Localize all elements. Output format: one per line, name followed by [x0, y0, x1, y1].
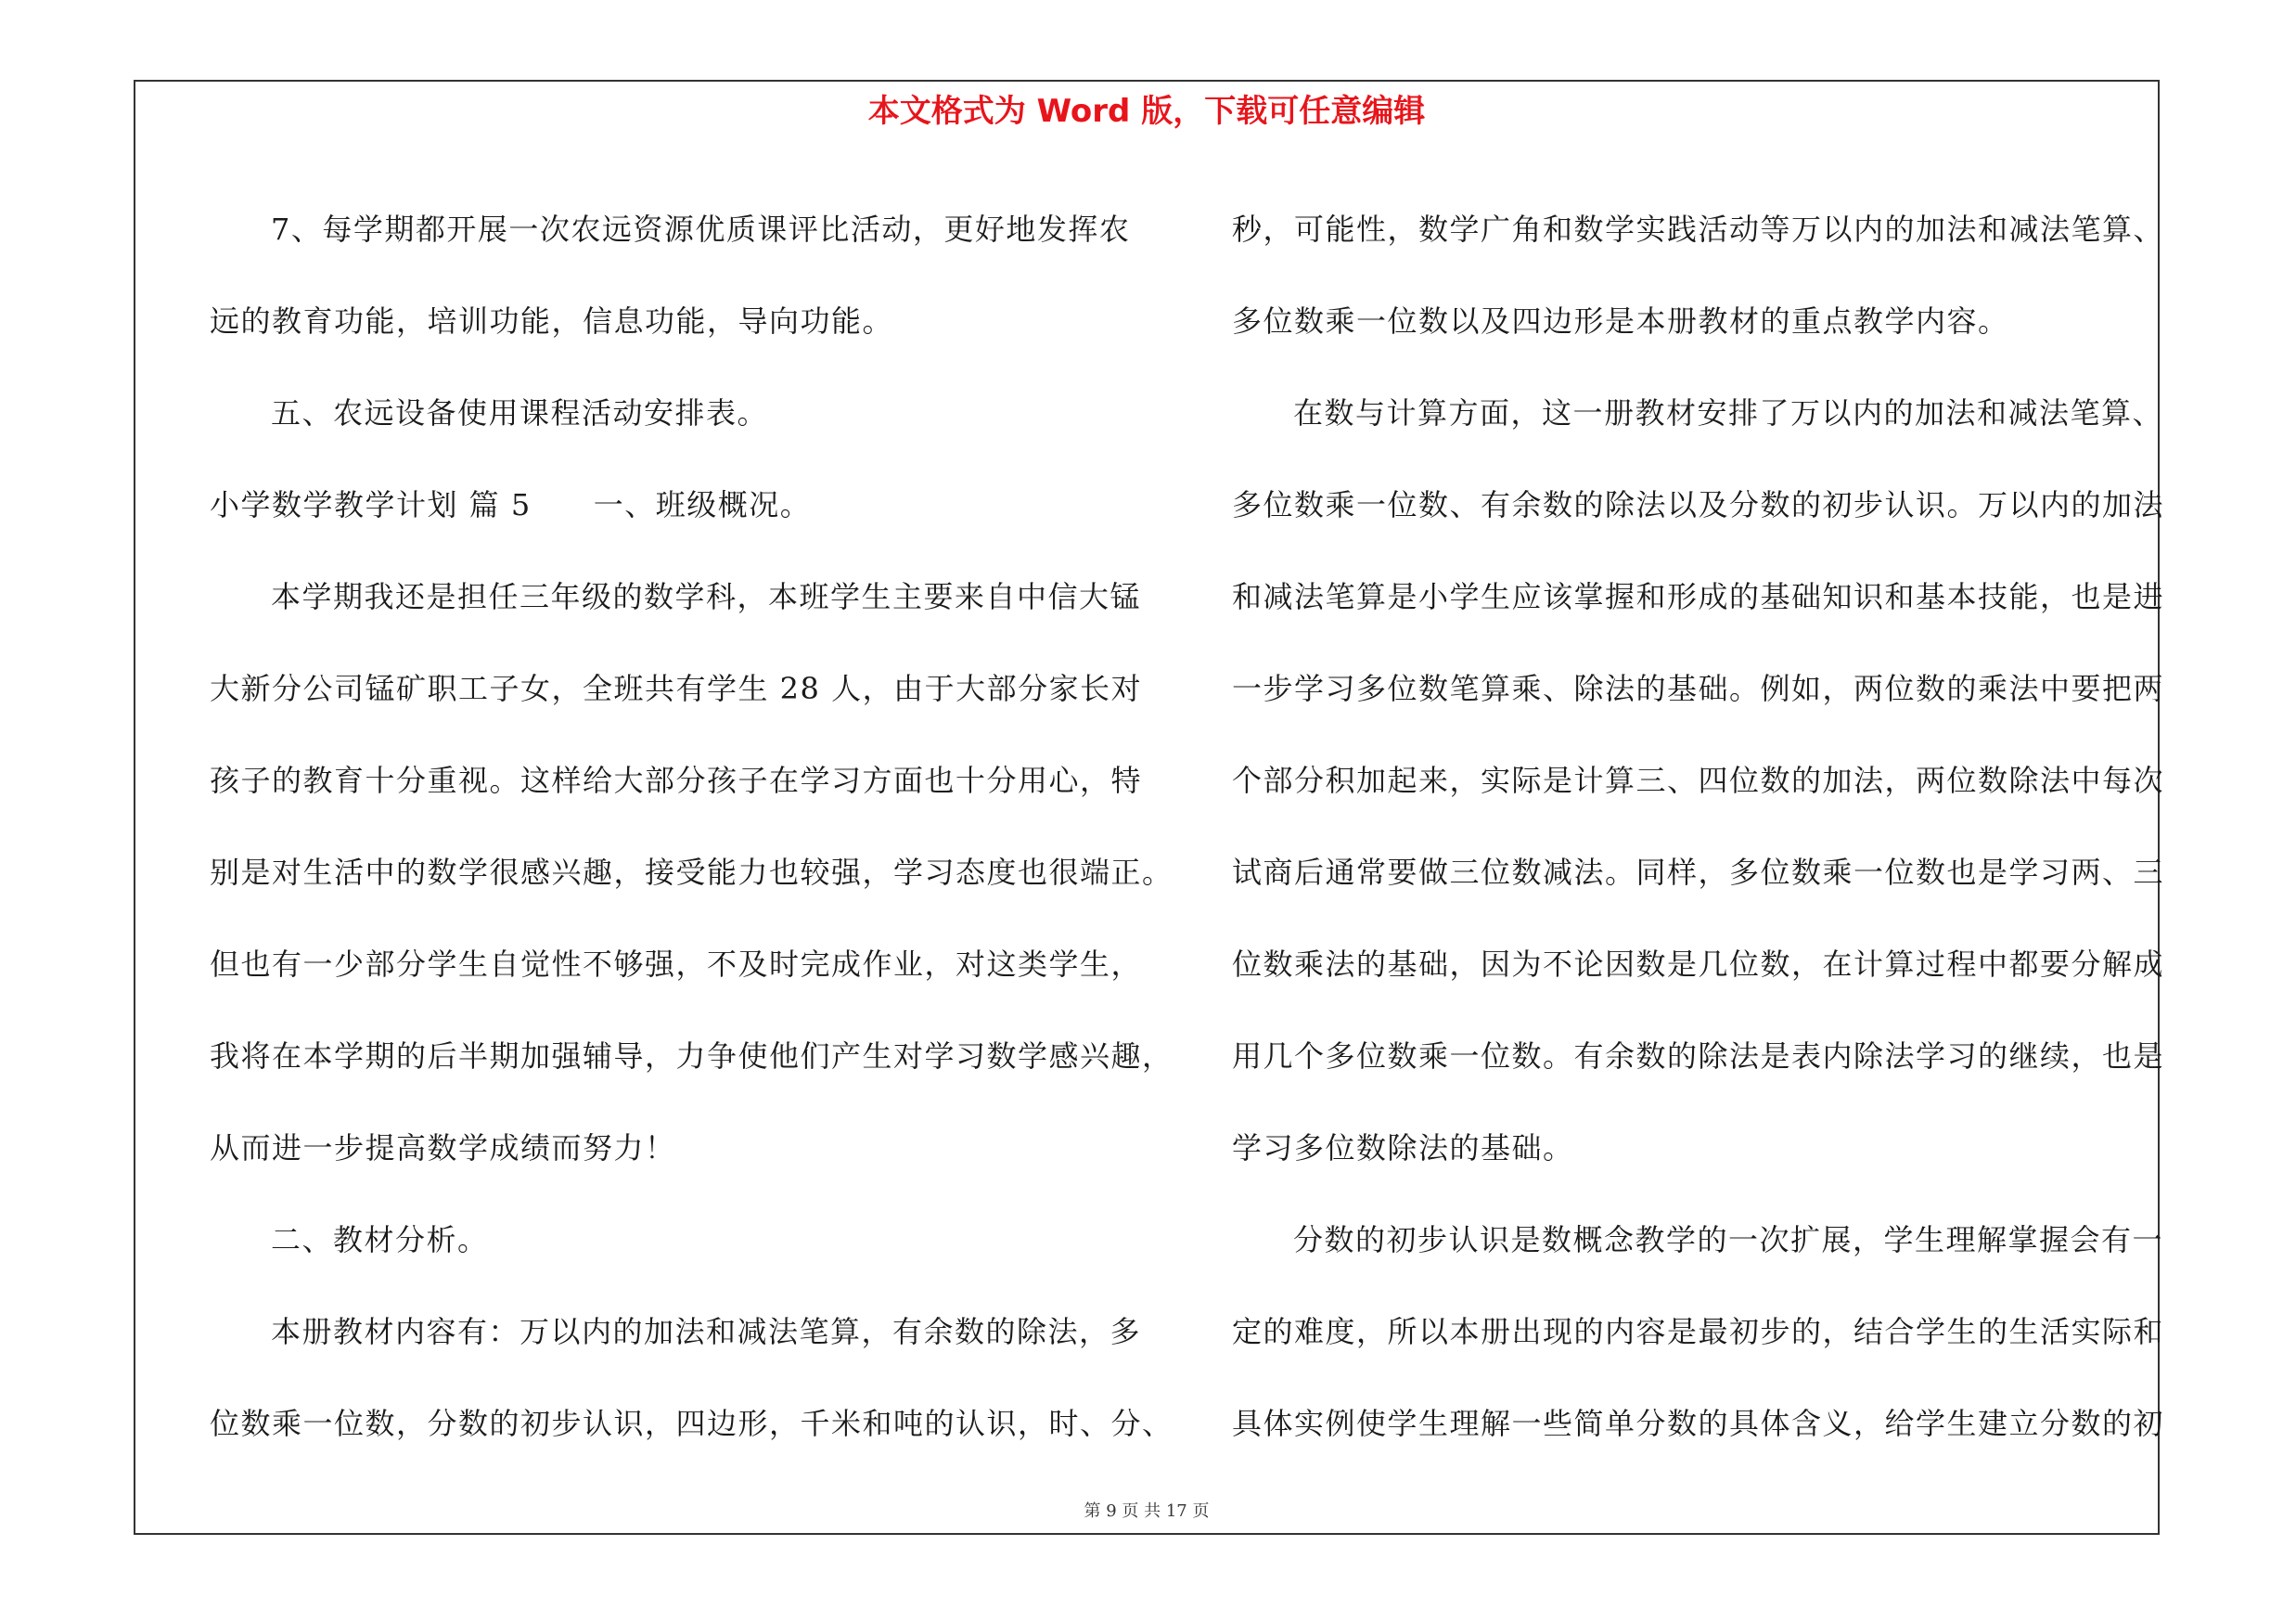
page-frame [134, 80, 2165, 1535]
section-heading: 五、农远设备使用课程活动安排表。 [271, 395, 769, 431]
text-line: 学习多位数除法的基础。 [1232, 1130, 1574, 1166]
text-line: 在数与计算方面，这一册教材安排了万以内的加法和减法笔算、 [1293, 395, 2164, 431]
text-line: 个部分积加起来，实际是计算三、四位数的加法，两位数除法中每次 [1232, 763, 2165, 798]
text-line: 和减法笔算是小学生应该掌握和形成的基础知识和基本技能，也是进 [1232, 579, 2165, 614]
text-line: 远的教育功能，培训功能，信息功能，导向功能。 [210, 303, 894, 339]
text-line: 多位数乘一位数以及四边形是本册教材的重点教学内容。 [1232, 303, 2009, 339]
text-line: 本学期我还是担任三年级的数学科，本班学生主要来自中信大锰 [271, 579, 1142, 614]
section-heading: 小学数学教学计划 篇 5 一、班级概况。 [210, 487, 812, 522]
text-line: 大新分公司锰矿职工子女，全班共有学生 28 人，由于大部分家长对 [210, 671, 1143, 706]
text-line: 一步学习多位数笔算乘、除法的基础。例如，两位数的乘法中要把两 [1232, 671, 2165, 706]
text-line: 但也有一少部分学生自觉性不够强，不及时完成作业，对这类学生， [210, 947, 1143, 982]
text-line: 具体实例使学生理解一些简单分数的具体含义，给学生建立分数的初 [1232, 1406, 2165, 1441]
text-line: 分数的初步认识是数概念教学的一次扩展，学生理解掌握会有一 [1293, 1222, 2164, 1257]
text-line: 定的难度，所以本册出现的内容是最初步的，结合学生的生活实际和 [1232, 1314, 2165, 1349]
text-line: 试商后通常要做三位数减法。同样，多位数乘一位数也是学习两、三 [1232, 855, 2165, 890]
text-line: 从而进一步提高数学成绩而努力！ [210, 1130, 676, 1166]
word-format-banner: 本文格式为 Word 版，下载可任意编辑 [867, 93, 1426, 130]
text-line: 孩子的教育十分重视。这样给大部分孩子在学习方面也十分用心，特 [210, 763, 1143, 798]
text-line: 我将在本学期的后半期加强辅导，力争使他们产生对学习数学感兴趣， [210, 1038, 1174, 1074]
section-heading: 二、教材分析。 [271, 1222, 489, 1257]
text-line: 本册教材内容有：万以内的加法和减法笔算，有余数的除法，多 [271, 1314, 1142, 1349]
text-line: 位数乘法的基础，因为不论因数是几位数，在计算过程中都要分解成 [1232, 947, 2165, 982]
text-line: 7、每学期都开展一次农远资源优质课评比活动，更好地发挥农 [271, 212, 1131, 247]
text-line: 别是对生活中的数学很感兴趣，接受能力也较强，学习态度也很端正。 [210, 855, 1174, 890]
text-line: 用几个多位数乘一位数。有余数的除法是表内除法学习的继续，也是 [1232, 1038, 2165, 1074]
text-line: 多位数乘一位数、有余数的除法以及分数的初步认识。万以内的加法 [1232, 487, 2165, 522]
right-column [1232, 184, 2165, 1520]
text-line: 位数乘一位数，分数的初步认识，四边形，千米和吨的认识，时、分、 [210, 1406, 1174, 1441]
page-number-footer: 第 9 页 共 17 页 [1084, 1501, 1210, 1521]
text-line: 秒，可能性，数学广角和数学实践活动等万以内的加法和减法笔算、 [1232, 212, 2165, 247]
left-column [210, 184, 1174, 1520]
